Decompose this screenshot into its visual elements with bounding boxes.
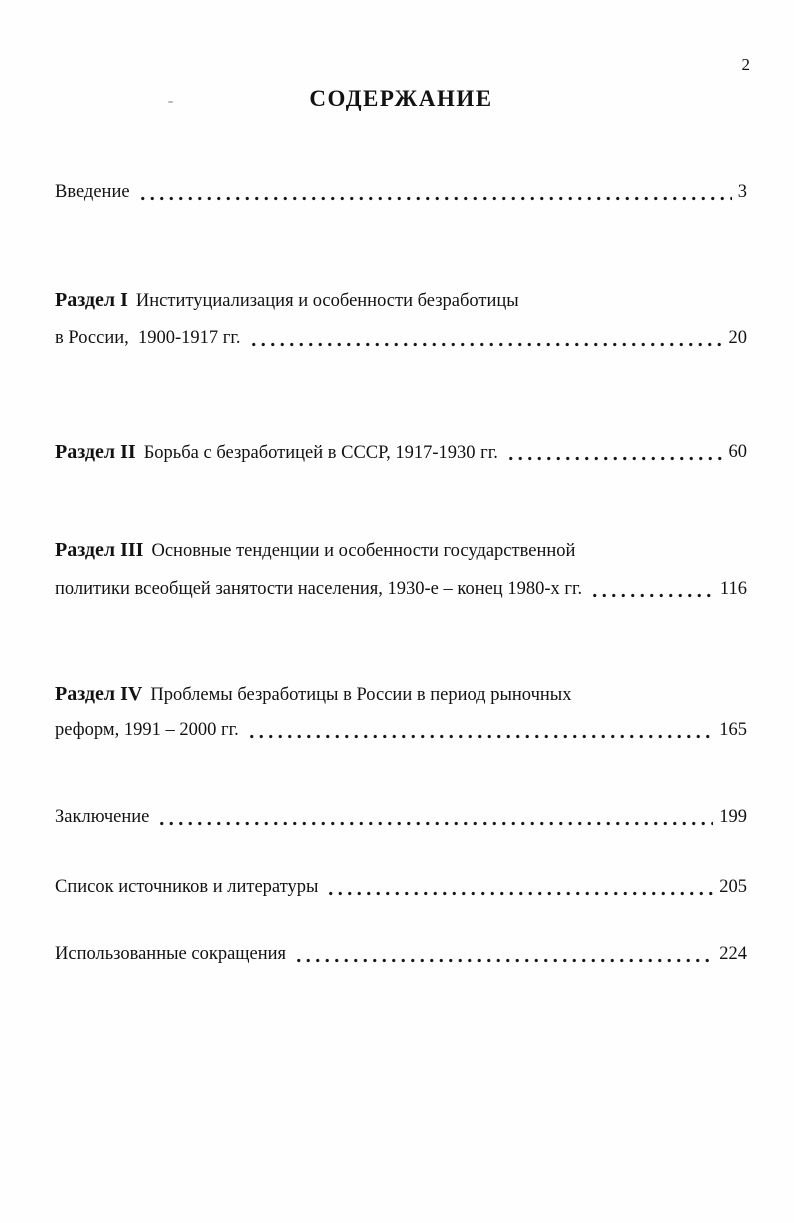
section-title: Борьба с безработицей в СССР, 1917-1930 гг. <box>143 443 498 463</box>
toc-entry-page: 116 <box>719 579 747 599</box>
dot-leader <box>326 874 713 900</box>
dot-leader <box>247 717 714 743</box>
section-number: Раздел I <box>55 289 128 311</box>
page-number: 2 <box>741 55 750 74</box>
toc-entry-label <box>55 681 571 707</box>
toc-entry-label: Использованные сокращения <box>55 944 287 964</box>
toc-entry-section-3-line-1 <box>55 537 747 563</box>
toc-entry-sources <box>55 874 747 900</box>
dot-leader <box>294 941 713 967</box>
section-title: Проблемы безработицы в России в период рыночных <box>150 685 572 705</box>
toc-entry-label: реформ, 1991 – 2000 гг. <box>55 720 239 740</box>
toc-entry-label <box>55 439 498 465</box>
toc-entry-label <box>55 287 519 313</box>
toc-entry-section-1-line-2 <box>55 325 747 351</box>
toc-entry-section-1-line-1 <box>55 287 747 313</box>
section-number: Раздел III <box>55 539 144 561</box>
scan-artifact <box>168 101 173 103</box>
toc-entry-section-2 <box>55 439 747 465</box>
page-title: СОДЕРЖАНИЕ <box>309 86 493 111</box>
section-title: Основные тенденции и особенности государственной <box>151 541 576 561</box>
toc-entry-label: Список источников и литературы <box>55 877 319 897</box>
section-number: Раздел IV <box>55 683 143 705</box>
toc-entry-section-4-line-1 <box>55 681 747 707</box>
toc-entry-conclusion <box>55 804 747 830</box>
toc-entry-section-3-line-2 <box>55 576 747 602</box>
toc-entry-page: 205 <box>719 877 747 897</box>
section-title: Институциализация и особенности безработицы <box>135 291 519 311</box>
toc-entry-label: Заключение <box>55 807 150 827</box>
toc-entry-section-4-line-2 <box>55 717 747 743</box>
toc-entry-label <box>55 537 575 563</box>
toc-entry-label: в России, 1900-1917 гг. <box>55 328 241 348</box>
dot-leader <box>506 439 723 465</box>
toc-entry-label: политики всеобщей занятости населения, 1930-е – конец 1980-х гг. <box>55 579 583 599</box>
dot-leader <box>138 179 732 205</box>
section-number: Раздел II <box>55 441 136 463</box>
toc-entry-page: 165 <box>719 720 747 740</box>
toc-entry-abbreviations <box>55 941 747 967</box>
dot-leader <box>249 325 723 351</box>
toc-entry-page: 20 <box>728 328 747 348</box>
dot-leader <box>157 804 713 830</box>
dot-leader <box>590 576 714 602</box>
toc-entry-page: 60 <box>728 442 747 462</box>
toc-entry-page: 224 <box>719 944 747 964</box>
toc-entry-label: Введение <box>55 182 130 202</box>
toc-entry-introduction <box>55 179 747 205</box>
toc-entry-page: 3 <box>737 182 747 202</box>
toc-entry-page: 199 <box>719 807 747 827</box>
